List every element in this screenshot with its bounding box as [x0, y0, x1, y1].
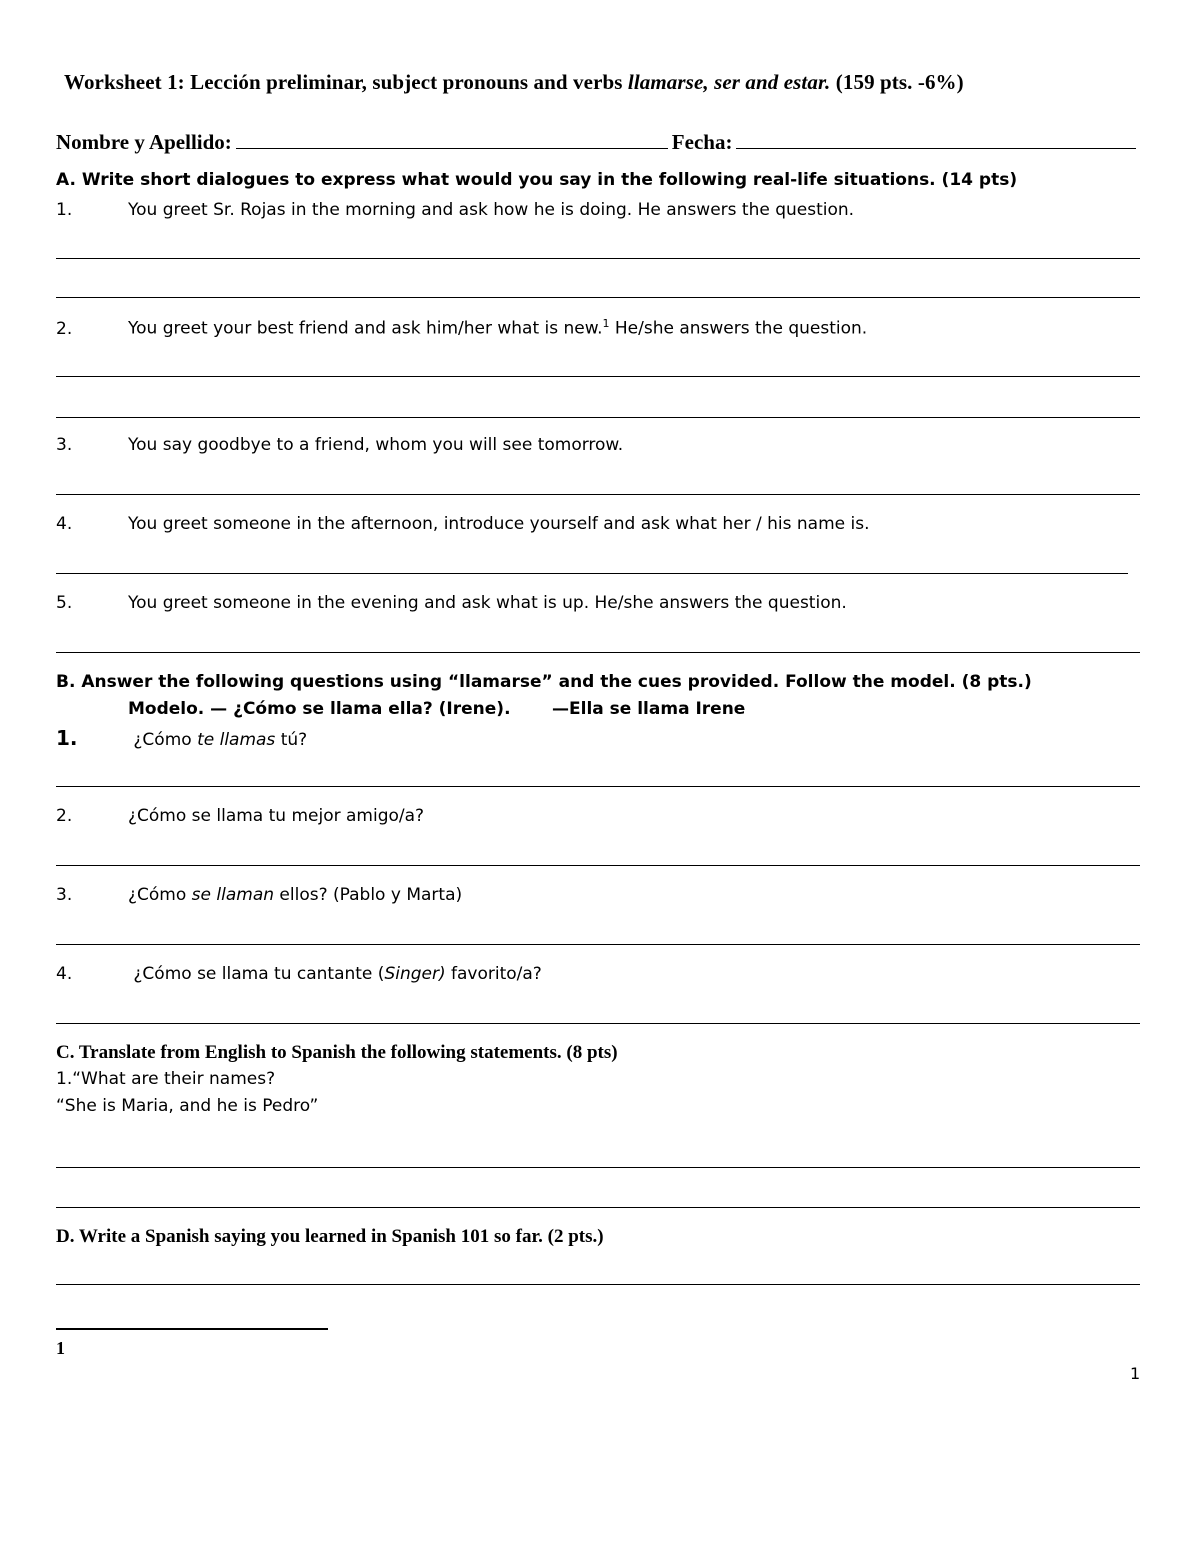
item-italic: Singer): [384, 964, 446, 984]
title-part: Worksheet 1: Lección preliminar, subject pronouns and verbs: [64, 70, 628, 94]
name-label: Nombre y Apellido:: [56, 130, 232, 154]
answer-line[interactable]: [56, 1023, 1140, 1024]
section-b-item-4: [56, 964, 542, 984]
model-answer: —Ella se llama Irene: [552, 699, 746, 719]
section-c-line-2: “She is Maria, and he is Pedro”: [56, 1096, 319, 1116]
item-text: You greet your best friend and ask him/her what is new.: [128, 318, 603, 339]
section-a-item-1: [56, 200, 854, 220]
section-a-item-3: [56, 435, 623, 455]
item-text: He/she answers the question.: [609, 318, 868, 339]
section-a-item-5: [56, 593, 847, 613]
date-field[interactable]: [736, 128, 1136, 149]
item-text: You greet someone in the afternoon, introduce yourself and ask what her / his name is.: [128, 514, 870, 534]
section-c-line-1: 1.“What are their names?: [56, 1069, 276, 1089]
section-b-heading: B. Answer the following questions using “llamarse” and the cues provided. Follow the model. (8 pts.): [56, 672, 1032, 692]
section-b-item-3: [56, 885, 462, 905]
footnote-separator: [56, 1328, 328, 1330]
title-points: (159 pts. -6%): [830, 70, 964, 94]
item-text: ellos? (Pablo y Marta): [274, 885, 463, 905]
date-label: Fecha:: [671, 130, 733, 154]
item-text: ¿Cómo: [128, 730, 198, 750]
item-text: You greet Sr. Rojas in the morning and ask how he is doing. He answers the question.: [128, 200, 855, 220]
item-text: ¿Cómo: [128, 885, 192, 905]
answer-line[interactable]: [56, 258, 1140, 259]
item-number: 4.: [56, 514, 73, 534]
item-text: tú?: [275, 730, 308, 750]
model-question: Modelo. — ¿Cómo se llama ella? (Irene).: [128, 699, 511, 719]
item-text: You greet someone in the evening and ask what is up. He/she answers the question.: [128, 593, 847, 613]
name-field[interactable]: [236, 128, 668, 149]
footnote-mark: 1: [56, 1338, 65, 1358]
section-a-item-4: [56, 514, 870, 534]
item-number: 3.: [56, 885, 73, 905]
answer-line[interactable]: [56, 417, 1140, 418]
page-number: 1: [1130, 1364, 1141, 1383]
section-c-heading: C. Translate from English to Spanish the following statements. (8 pts): [56, 1042, 618, 1063]
item-number: 1.: [56, 200, 73, 220]
answer-line[interactable]: [56, 652, 1140, 653]
item-text: You say goodbye to a friend, whom you will see tomorrow.: [128, 435, 624, 455]
item-number: 1.: [56, 726, 78, 750]
answer-line[interactable]: [56, 376, 1140, 377]
answer-line[interactable]: [56, 573, 1128, 574]
item-number: 4.: [56, 964, 73, 984]
item-text: ¿Cómo se llama tu mejor amigo/a?: [128, 806, 425, 826]
answer-line[interactable]: [56, 1167, 1140, 1168]
title-italic-part: llamarse, ser and estar.: [627, 70, 831, 94]
section-d-heading: D. Write a Spanish saying you learned in Spanish 101 so far. (2 pts.): [56, 1226, 604, 1247]
answer-line[interactable]: [56, 1284, 1140, 1285]
section-a-heading: A. Write short dialogues to express what would you say in the following real-life situations. (14 pts): [56, 170, 1018, 190]
answer-line[interactable]: [56, 865, 1140, 866]
answer-line[interactable]: [56, 1207, 1140, 1208]
section-b-item-1: [56, 726, 307, 750]
item-number: 2.: [56, 318, 73, 339]
item-text: ¿Cómo se llama tu cantante (: [128, 964, 385, 984]
section-b-item-2: [56, 806, 424, 826]
item-number: 3.: [56, 435, 73, 455]
item-number: 2.: [56, 806, 73, 826]
item-number: 5.: [56, 593, 73, 613]
name-date-row: [56, 128, 1140, 155]
answer-line[interactable]: [56, 786, 1140, 787]
page-title: [64, 70, 964, 95]
answer-line[interactable]: [56, 297, 1140, 298]
item-italic: se llaman: [191, 885, 275, 905]
item-text: favorito/a?: [445, 964, 542, 984]
section-a-item-2: [56, 317, 867, 339]
answer-line[interactable]: [56, 494, 1140, 495]
footnote-ref: 1: [602, 317, 610, 330]
item-italic: te llamas: [197, 730, 276, 750]
answer-line[interactable]: [56, 944, 1140, 945]
